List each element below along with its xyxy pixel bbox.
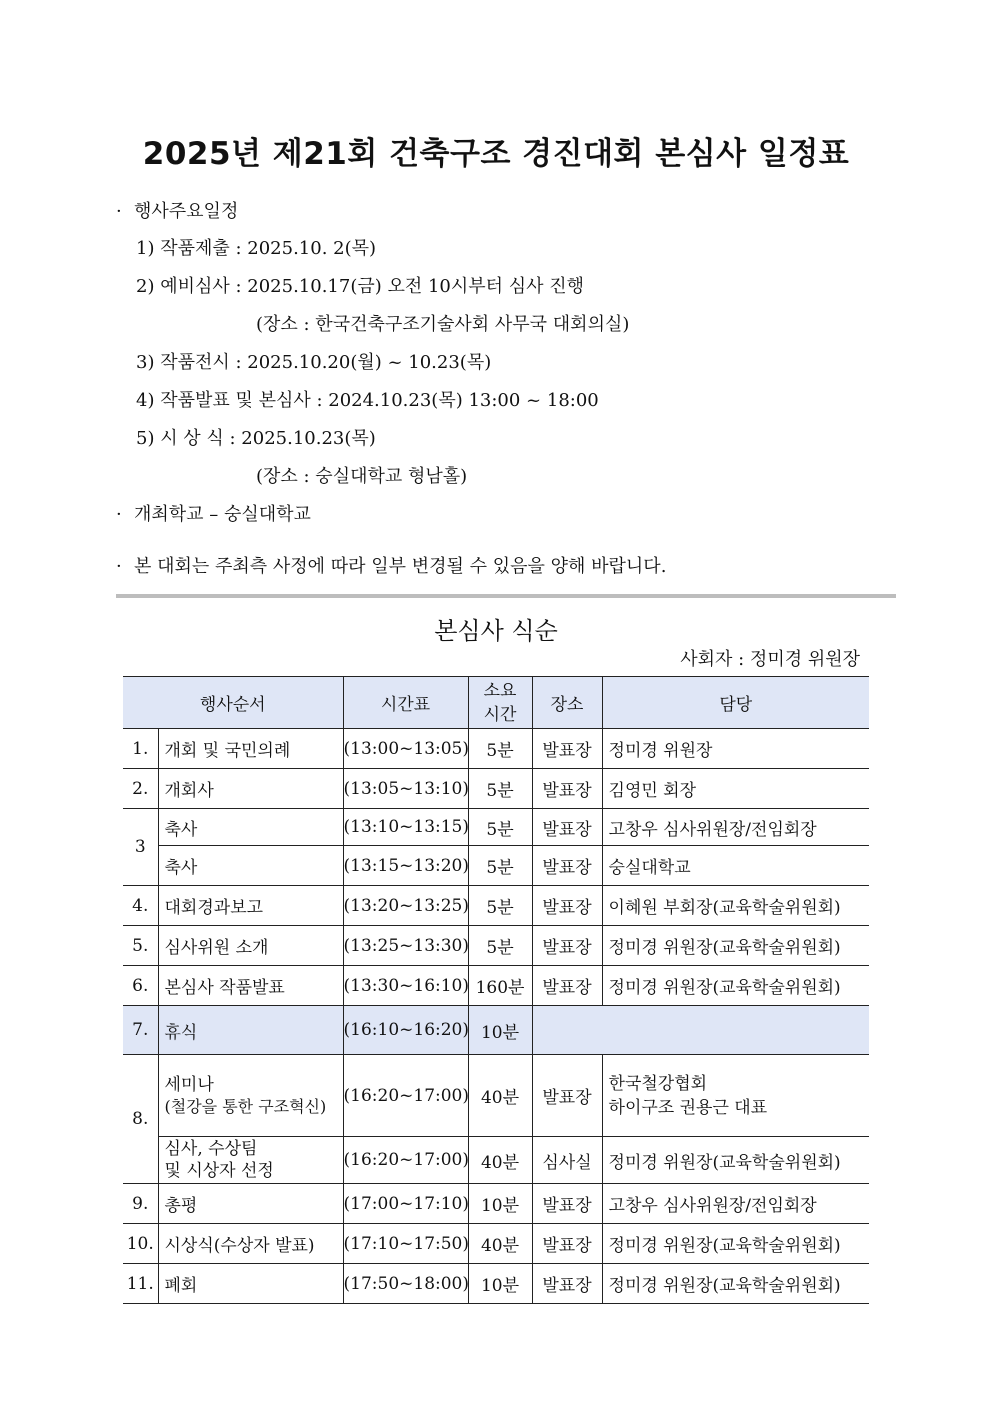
table-row: 심사, 수상팀 및 시상자 선정 (16:20~17:00) 40분 심사실 정미경 위원장(교육학술위원회) [123,1137,869,1184]
schedule-item-2-note: (장소 : 한국건축구조기술사회 사무국 대회의실) [256,314,630,335]
table-row: 8. 세미나 (철강을 통한 구조혁신) (16:20~17:00) 40분 발표장 한국철강협회 하이구조 권용근 대표 [123,1055,869,1137]
table-row: 3 축사 (13:10~13:15) 5분 발표장 고창우 심사위원장/전임회장 [123,809,869,846]
schedule-item-1: 1) 작품제출 : 2025.10. 2(목) [136,238,377,259]
table-row: 5. 심사위원 소개 (13:25~13:30) 5분 발표장 정미경 위원장(교육학술위원회) [123,926,869,966]
header-place: 장소 [532,677,602,729]
ceremony-title: 본심사 식순 [434,617,558,645]
table-row: 축사 (13:15~13:20) 5분 발표장 숭실대학교 [123,846,869,886]
table-row: 10. 시상식(수상자 발표) (17:10~17:50) 40분 발표장 정미경 위원장(교육학술위원회) [123,1224,869,1264]
ceremony-table [123,676,869,1304]
header-time: 시간표 [343,677,468,729]
table-row: 11. 폐회 (17:50~18:00) 10분 발표장 정미경 위원장(교육학술위원회) [123,1264,869,1304]
schedule-item-5: 5) 시 상 식 : 2025.10.23(목) [136,428,376,449]
header-person: 담당 [602,677,869,729]
table-row: 6. 본심사 작품발표 (13:30~16:10) 160분 발표장 정미경 위원장(교육학술위원회) [123,966,869,1006]
divider [116,594,896,598]
header-order: 행사순서 [123,677,343,729]
schedule-item-2: 2) 예비심사 : 2025.10.17(금) 오전 10시부터 심사 진행 [136,276,585,297]
notice: · 본 대회는 주최측 사정에 따라 일부 변경될 수 있음을 양해 바랍니다. [116,556,667,577]
host-school: · 개최학교 – 숭실대학교 [116,504,311,525]
header-duration: 소요 시간 [468,677,532,729]
table-row-break: 7. 휴식 (16:10~16:20) 10분 [123,1006,869,1055]
table-row: 9. 총평 (17:00~17:10) 10분 발표장 고창우 심사위원장/전임회장 [123,1184,869,1224]
table-header-row [123,677,869,729]
schedule-heading: · 행사주요일정 [116,201,239,222]
schedule-item-5-note: (장소 : 숭실대학교 형남홀) [256,466,468,487]
table-row: 2. 개회사 (13:05~13:10) 5분 발표장 김영민 회장 [123,769,869,809]
table-row: 4. 대회경과보고 (13:20~13:25) 5분 발표장 이혜원 부회장(교육학술위원회) [123,886,869,926]
schedule-item-3: 3) 작품전시 : 2025.10.20(월) ~ 10.23(목) [136,352,492,373]
table-row: 1. 개회 및 국민의례 (13:00~13:05) 5분 발표장 정미경 위원장 [123,729,869,769]
mc-label: 사회자 : 정미경 위원장 [680,649,860,670]
page-title: 2025년 제21회 건축구조 경진대회 본심사 일정표 [142,136,850,172]
schedule-item-4: 4) 작품발표 및 본심사 : 2024.10.23(목) 13:00 ~ 18:00 [136,390,599,411]
